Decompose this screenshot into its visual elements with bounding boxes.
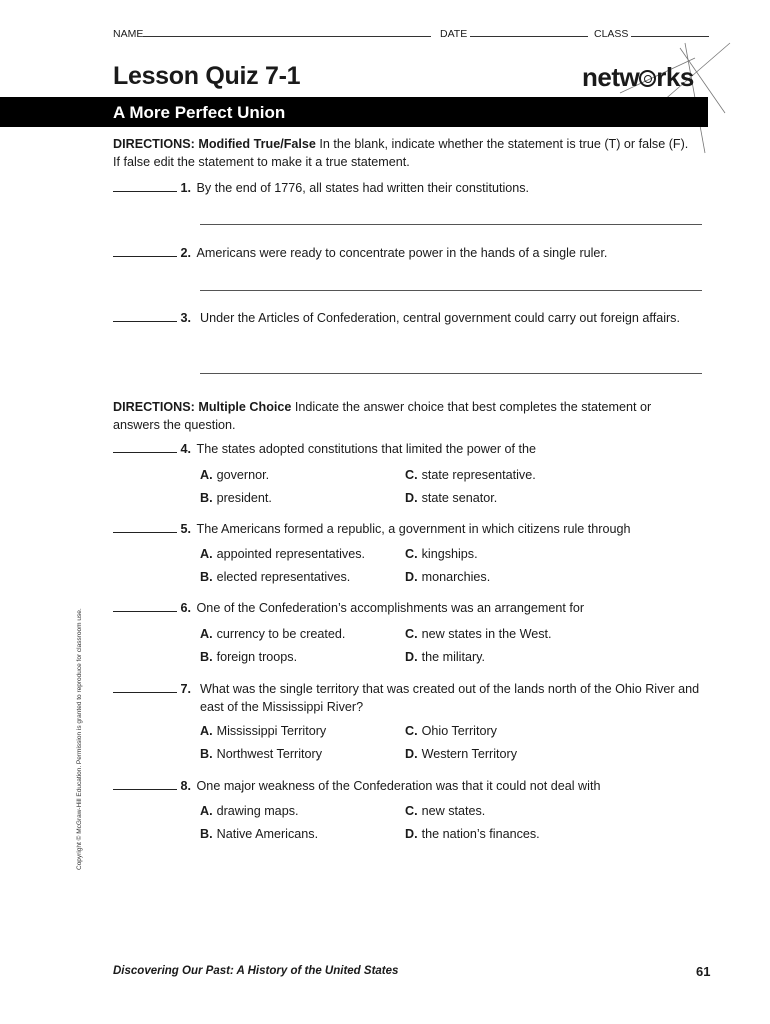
question-number: 4. — [180, 442, 192, 456]
option-6a[interactable]: A. currency to be created. — [200, 627, 346, 641]
question-text: The Americans formed a republic, a government in which citizens rule through — [196, 522, 631, 536]
answer-blank-6[interactable] — [113, 600, 177, 612]
question-number: 2. — [180, 246, 192, 260]
directions-text: Indicate the answer choice that best completes the statement or answers the question. — [113, 400, 652, 432]
section-banner — [0, 97, 708, 127]
question-6 — [113, 600, 708, 618]
correction-line-1[interactable] — [200, 224, 702, 225]
page-number: 61 — [696, 964, 711, 979]
answer-blank-1[interactable] — [113, 180, 177, 192]
option-7a[interactable]: A. Mississippi Territory — [200, 724, 327, 738]
footer-book-title: Discovering Our Past: A History of the United States — [113, 965, 399, 977]
question-5 — [113, 521, 713, 539]
directions-heading: DIRECTIONS: Modified True/False — [113, 137, 316, 151]
option-6b[interactable]: B. foreign troops. — [200, 650, 298, 664]
option-5d[interactable]: D. monarchies. — [405, 570, 491, 584]
option-8d[interactable]: D. the nation’s finances. — [405, 827, 540, 841]
option-4d[interactable]: D. state senator. — [405, 491, 498, 505]
logo-text-end: rks — [656, 62, 694, 92]
option-4c[interactable]: C. state representative. — [405, 468, 536, 482]
question-number: 5. — [180, 522, 192, 536]
answer-blank-3[interactable] — [113, 310, 177, 322]
answer-blank-8[interactable] — [113, 778, 177, 790]
option-8b[interactable]: B. Native Americans. — [200, 827, 319, 841]
correction-line-2[interactable] — [200, 290, 702, 291]
question-text: What was the single territory that was created out of the lands north of the Ohio River and east of the Mississippi River? — [200, 682, 700, 714]
answer-blank-2[interactable] — [113, 245, 177, 257]
option-4b[interactable]: B. president. — [200, 491, 272, 505]
copyright-notice: Copyright © McGraw-Hill Education. Permission is granted to reproduce for classroom use. — [76, 608, 83, 870]
logo-o-icon — [639, 70, 656, 87]
question-2 — [113, 245, 708, 263]
directions-heading: DIRECTIONS: Multiple Choice — [113, 400, 292, 414]
question-1 — [113, 180, 708, 198]
question-7 — [113, 681, 191, 699]
answer-blank-5[interactable] — [113, 521, 177, 533]
question-text: By the end of 1776, all states had written their constitutions. — [196, 181, 530, 195]
directions-text: In the blank, indicate whether the statement is true (T) or false (F). If false edit the statement to make it a true statement. — [113, 137, 689, 169]
option-6d[interactable]: D. the military. — [405, 650, 486, 664]
option-4a[interactable]: A. governor. — [200, 468, 270, 482]
correction-line-3[interactable] — [200, 373, 702, 374]
question-number: 6. — [180, 601, 192, 615]
directions-true-false — [113, 135, 698, 171]
class-label: CLASS — [594, 28, 629, 40]
question-8 — [113, 778, 708, 796]
answer-blank-4[interactable] — [113, 441, 177, 453]
logo-text-start: netw — [582, 62, 640, 92]
option-7b[interactable]: B. Northwest Territory — [200, 747, 323, 761]
option-7d[interactable]: D. Western Territory — [405, 747, 518, 761]
question-4 — [113, 441, 708, 459]
answer-blank-7[interactable] — [113, 681, 177, 693]
question-number: 3. — [180, 311, 192, 325]
question-number: 7. — [180, 682, 192, 696]
question-text: One of the Confederation’s accomplishments was an arrangement for — [196, 601, 585, 615]
option-5b[interactable]: B. elected representatives. — [200, 570, 351, 584]
question-text: Americans were ready to concentrate power in the hands of a single ruler. — [196, 246, 608, 260]
option-8a[interactable]: A. drawing maps. — [200, 804, 299, 818]
banner-title: A More Perfect Union — [113, 103, 286, 122]
option-8c[interactable]: C. new states. — [405, 804, 486, 818]
directions-multiple-choice — [113, 398, 673, 434]
option-6c[interactable]: C. new states in the West. — [405, 627, 552, 641]
question-text: One major weakness of the Confederation was that it could not deal with — [196, 779, 601, 793]
question-text: Under the Articles of Confederation, central government could carry out foreign affairs. — [200, 311, 680, 325]
question-number: 1. — [180, 181, 192, 195]
name-field[interactable] — [113, 26, 431, 40]
networks-logo — [582, 62, 694, 93]
page-title: Lesson Quiz 7-1 — [113, 62, 301, 90]
option-7c[interactable]: C. Ohio Territory — [405, 724, 497, 738]
option-5a[interactable]: A. appointed representatives. — [200, 547, 366, 561]
name-label: NAME — [113, 28, 144, 40]
date-label: DATE — [440, 28, 468, 40]
option-5c[interactable]: C. kingships. — [405, 547, 478, 561]
question-number: 8. — [180, 779, 192, 793]
question-text: The states adopted constitutions that limited the power of the — [196, 442, 537, 456]
